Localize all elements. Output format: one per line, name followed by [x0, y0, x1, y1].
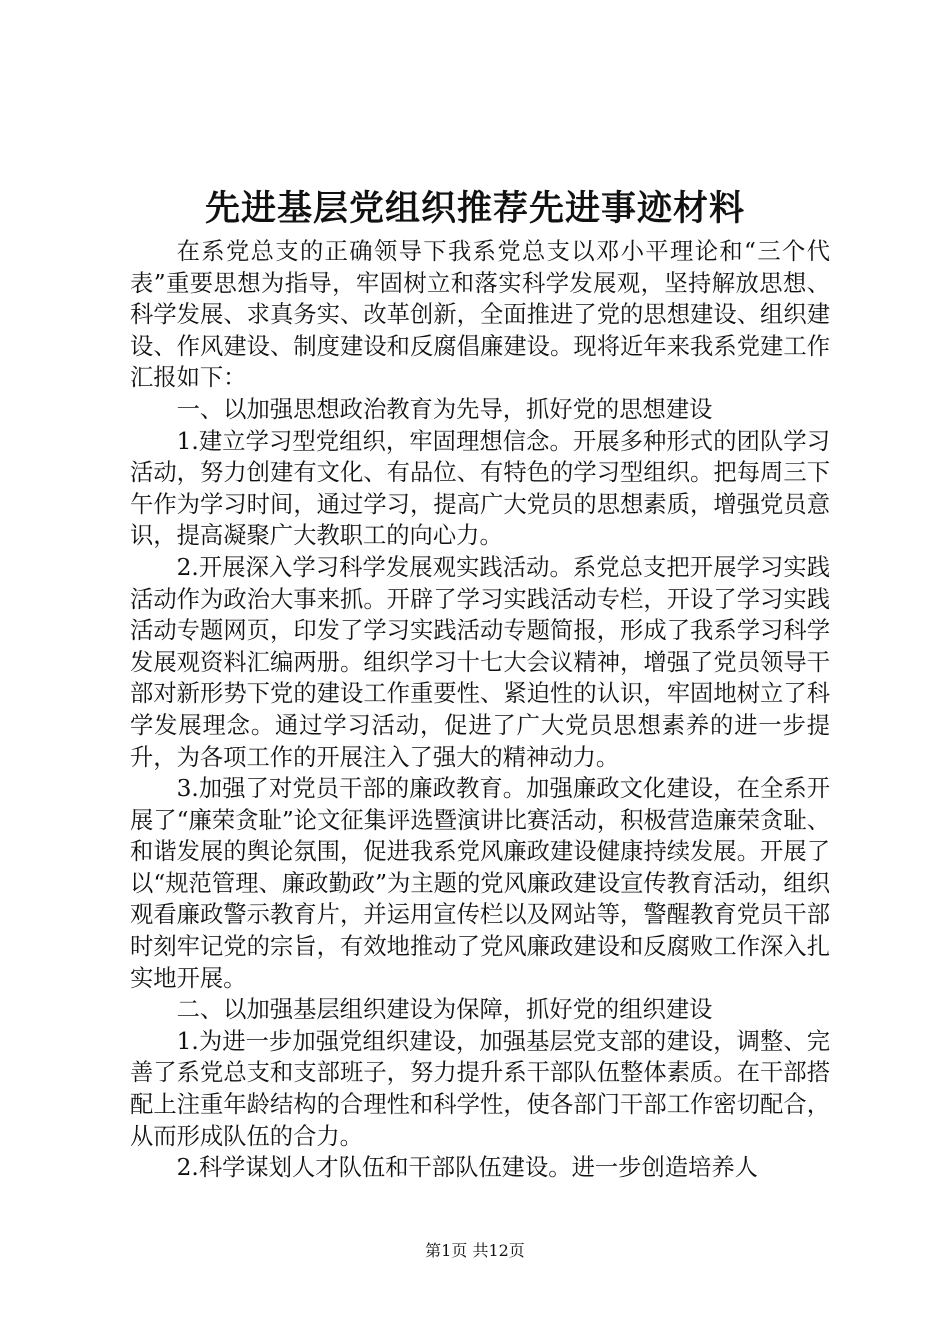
intro-paragraph: 在系党总支的正确领导下我系党总支以邓小平理论和“三个代表”重要思想为指导，牢固树立和落实科学发展观，坚持解放思想、科学发展、求真务实、改革创新，全面推进了党的思想建设、组织建设、作风建设、制度建设和反腐倡廉建设。现将近年来我系党建工作汇报如下：	[130, 238, 830, 392]
section-heading-2: 二、以加强基层组织建设为保障，抓好党的组织建设	[176, 996, 713, 1024]
paragraph-1-3: 3.加强了对党员干部的廉政教育。加强廉政文化建设，在全系开展了“廉荣贪耻”论文征集评选暨演讲比赛活动，积极营造廉荣贪耻、和谐发展的舆论氛围，促进我系党风廉政建设健康持续发展。开展了以“规范管理、廉政勤政”为主题的党风廉政建设宣传教育活动，组织观看廉政警示教育片，并运用宣传栏以及网站等，警醒教育党员干部时刻牢记党的宗旨，有效地推动了党风廉政建设和反腐败工作深入扎实地开展。	[130, 775, 830, 992]
paragraph-1-2: 2.开展深入学习科学发展观实践活动。系党总支把开展学习实践活动作为政治大事来抓。开辟了学习实践活动专栏，开设了学习实践活动专题网页，印发了学习实践活动专题简报，形成了我系学习科学发展观资料汇编两册。组织学习十七大会议精神，增强了党员领导干部对新形势下党的建设工作重要性、紧迫性的认识，牢固地树立了科学发展理念。通过学习活动，促进了广大党员思想素养的进一步提升，为各项工作的开展注入了强大的精神动力。	[130, 553, 830, 771]
paragraph-1-1: 1.建立学习型党组织，牢固理想信念。开展多种形式的团队学习活动，努力创建有文化、有品位、有特色的学习型组织。把每周三下午作为学习时间，通过学习，提高广大党员的思想素质，增强党员意识，提高凝聚广大教职工的向心力。	[130, 427, 830, 550]
page-number-footer: 第1页 共12页	[425, 1241, 525, 1260]
document-body	[130, 236, 830, 1184]
document-title: 先进基层党组织推荐先进事迹材料	[204, 188, 745, 229]
paragraph-2-2: 2.科学谋划人才队伍和干部队伍建设。进一步创造培养人	[176, 1154, 758, 1182]
section-heading-1: 一、以加强思想政治教育为先导，抓好党的思想建设	[176, 395, 713, 423]
paragraph-2-1: 1.为进一步加强党组织建设，加强基层党支部的建设，调整、完善了系党总支和支部班子，努力提升系干部队伍整体素质。在干部搭配上注重年龄结构的合理性和科学性，使各部门干部工作密切配合，从而形成队伍的合力。	[130, 1027, 830, 1150]
